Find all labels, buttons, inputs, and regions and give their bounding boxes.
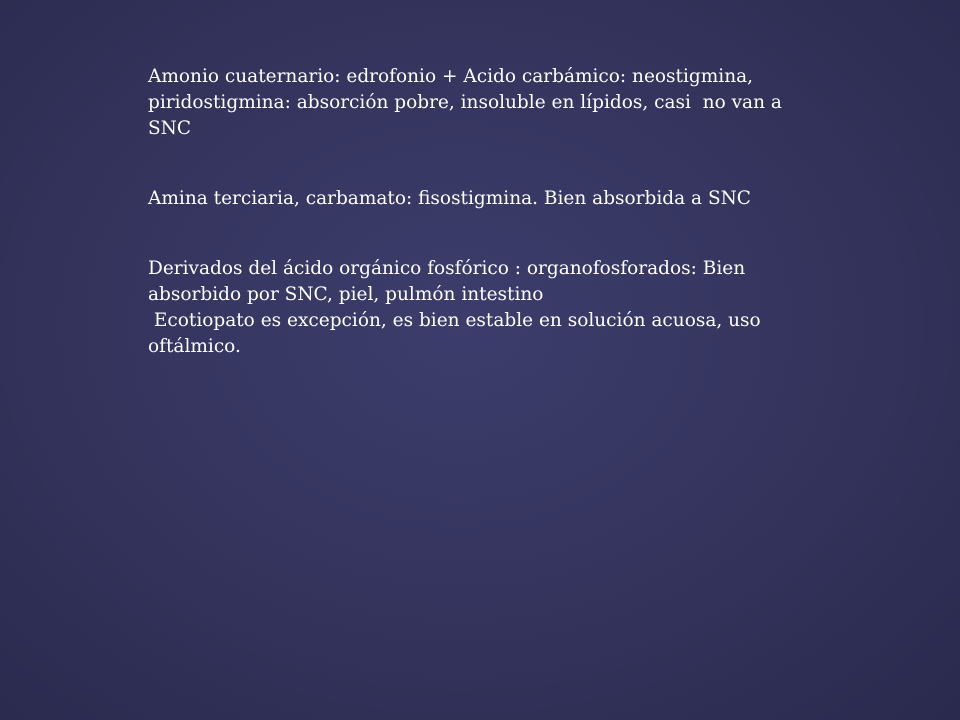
text-line: piridostigmina: absorción pobre, insoluble en lípidos, casi no van a [148, 92, 782, 113]
text-line: absorbido por SNC, piel, pulmón intestino [148, 284, 544, 305]
paragraph-organophosphates [148, 256, 848, 360]
text-line: Ecotiopato es excepción, es bien estable en solución acuosa, uso [148, 310, 761, 331]
paragraph-quaternary-ammonium [148, 64, 848, 142]
text-line: Amina terciaria, carbamato: fisostigmina. Bien absorbida a SNC [148, 188, 751, 209]
slide-body [148, 64, 848, 360]
text-line: oftálmico. [148, 336, 241, 357]
text-line: Amonio cuaternario: edrofonio + Acido carbámico: neostigmina, [148, 66, 754, 87]
paragraph-tertiary-amine [148, 186, 848, 212]
text-line: Derivados del ácido orgánico fosfórico : organofosforados: Bien [148, 258, 746, 279]
text-line: SNC [148, 118, 192, 139]
